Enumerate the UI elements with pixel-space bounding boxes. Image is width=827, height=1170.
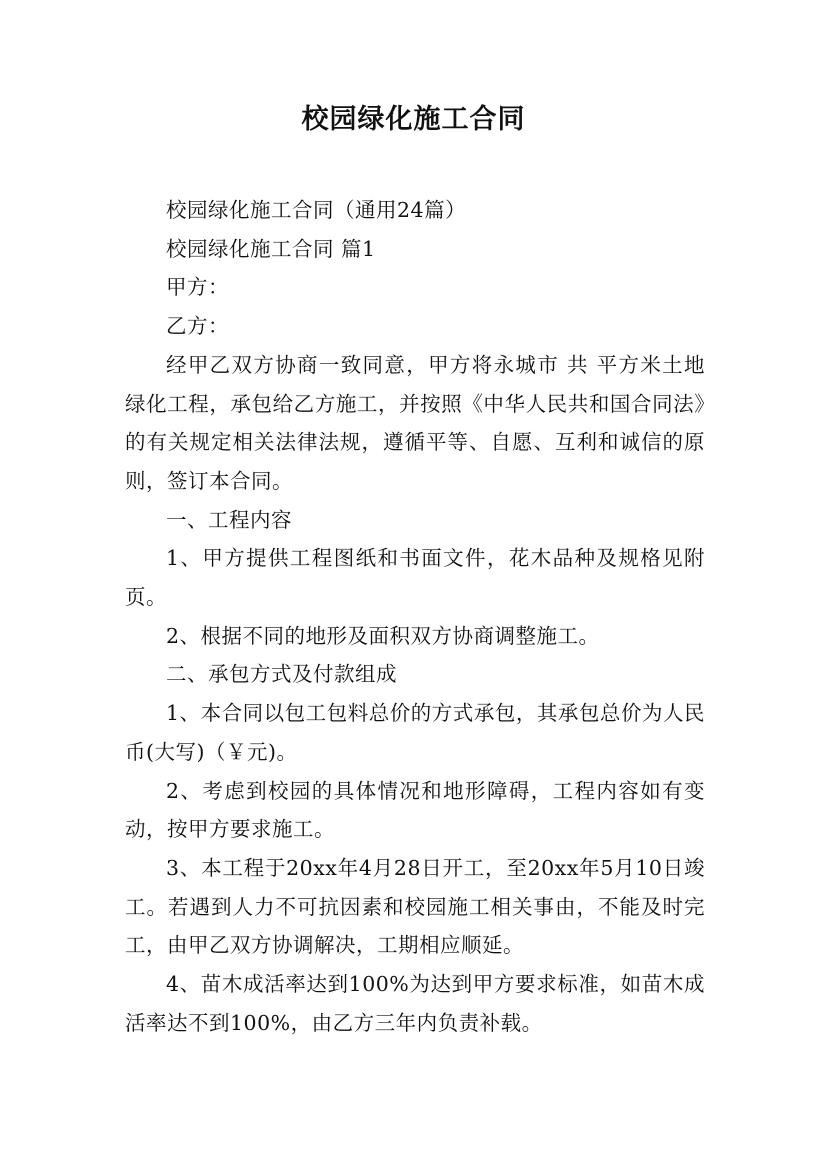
paragraph-scope-1: 1、甲方提供工程图纸和书面文件，花木品种及规格见附页。 [125,546,705,610]
paragraph-payment-1: 1、本合同以包工包料总价的方式承包，其承包总价为人民币(大写)（￥元)。 [125,701,705,764]
paragraph-payment-3: 3、本工程于20xx年4月28日开工，至20xx年5月10日竣工。若遇到人力不可抗因素和校园施工相关事由，不能及时完工，由甲乙双方协调解决，工期相应顺延。 [125,855,705,958]
paragraph-scope-2: 2、根据不同的地形及面积双方协商调整施工。 [166,623,600,648]
paragraph-preamble: 经甲乙双方协商一致同意，甲方将永城市 共 平方米土地绿化工程，承包给乙方施工，并按照《中华人民共和国合同法》的有关规定相关法律法规，遵循平等、自愿、互利和诚信的原则，签订本合同。 [125,352,705,493]
paragraph-party-b: 乙方： [166,314,229,339]
paragraph-heading-article-1: 校园绿化施工合同 篇1 [166,236,376,261]
paragraph-party-a: 甲方： [166,275,229,300]
paragraph-heading-collection: 校园绿化施工合同（通用24篇） [166,198,467,222]
section-heading-scope: 一、工程内容 [166,507,292,532]
document-body [125,191,705,1042]
paragraph-payment-4: 4、苗木成活率达到100%为达到甲方要求标准，如苗木成活率达不到100%，由乙方三年内负责补载。 [125,972,705,1035]
document-title: 校园绿化施工合同 [301,104,526,135]
section-heading-payment: 二、承包方式及付款组成 [166,662,397,687]
paragraph-payment-2: 2、考虑到校园的具体情况和地形障碍，工程内容如有变动，按甲方要求施工。 [125,778,705,842]
